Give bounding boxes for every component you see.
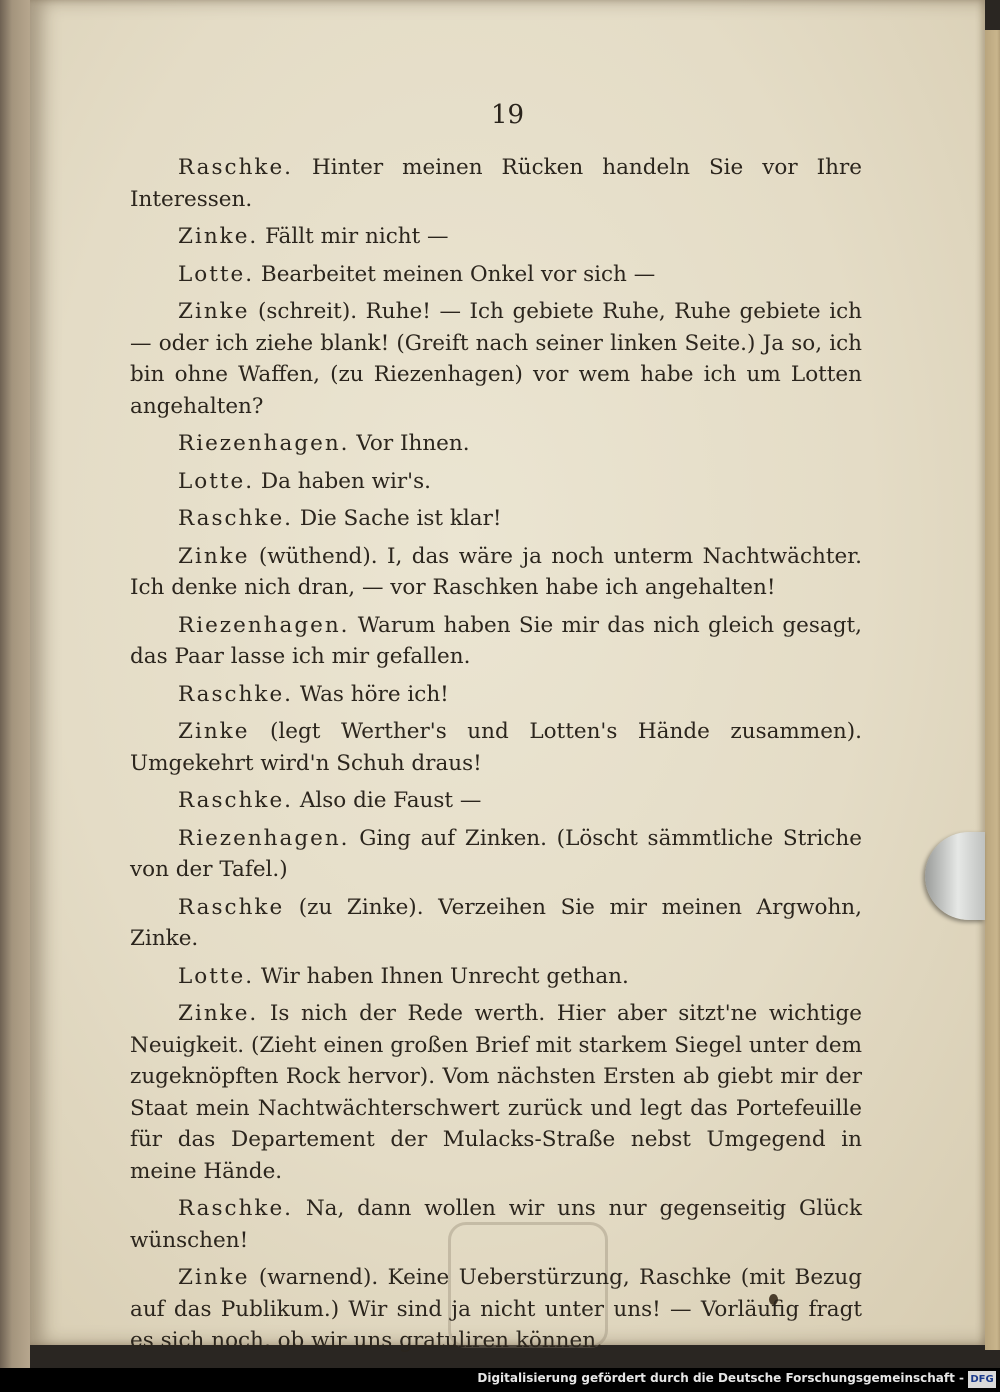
speaker: Zinke. [178, 224, 259, 249]
paragraph [130, 221, 862, 253]
paragraph [130, 541, 862, 604]
paragraph [130, 892, 862, 955]
speaker: Raschke. [178, 681, 294, 707]
speech: Die Sache ist klar! [299, 506, 502, 531]
paragraph [130, 716, 862, 779]
speech: Is nich der Rede werth. Hier aber sitzt'ne wichtige Neuigkeit. (Zieht einen großen Brief mit starkem Siegel unter dem zugeknöpften Rock hervor). Vom nächsten Ersten ab giebt mir der Staat mein Nachtwächterschwert zurück und legt das Portefeuille für das Departement der Mulacks-Straße nebst Umgegend in meine Hände. [130, 1001, 862, 1184]
paragraph [130, 1262, 862, 1357]
speech: Fällt mir nicht — [265, 224, 449, 249]
dfg-logo: DFG [968, 1371, 996, 1388]
speaker: Raschke. [178, 788, 294, 813]
speaker: Lotte. [178, 261, 255, 287]
paragraph [130, 259, 862, 291]
speech: Hinter meinen Rücken handeln Sie vor Ihre Interessen. [130, 155, 862, 212]
paragraph [130, 679, 862, 711]
paragraph [130, 428, 862, 460]
speech: (warnend). Keine Ueberstürzung, Raschke (mit Bezug auf das Publikum.) Wir sind ja nicht unter uns! — Vorläufig fragt es sich noch, ob wir uns gratuliren können. [130, 1265, 862, 1353]
paragraph [130, 785, 862, 817]
paragraph [130, 466, 862, 498]
book-page [30, 0, 985, 1353]
speaker: Raschke. [178, 506, 294, 531]
page-text [130, 152, 862, 1363]
facing-page-edge [0, 0, 30, 1368]
paragraph [130, 961, 862, 993]
speaker: Zinke [178, 299, 250, 324]
speech: (zu Zinke). Verzeihen Sie mir meinen Argwohn, Zinke. [130, 894, 862, 951]
speech: Also die Faust — [299, 788, 482, 813]
speaker: Raschke. [178, 1196, 294, 1221]
paragraph [130, 823, 862, 886]
speech: (schreit). Ruhe! — Ich gebiete Ruhe, Ruhe gebiete ich — oder ich ziehe blank! (Greift nach seiner linken Seite.) Ja so, ich bin ohne Waffen, (zu Riezenhagen) vor wem habe ich um Lotten angehalten? [130, 299, 862, 419]
speaker: Riezenhagen. [178, 431, 350, 456]
paragraph [130, 296, 862, 422]
speaker: Raschke [178, 894, 285, 920]
speaker: Zinke [178, 1265, 250, 1290]
speaker: Zinke. [178, 1001, 259, 1026]
speaker: Raschke. [178, 155, 294, 180]
speech: Na, dann wollen wir uns nur gegenseitig Glück wünschen! [130, 1196, 862, 1253]
speaker: Zinke [178, 719, 250, 744]
footer-credit: Digitalisierung gefördert durch die Deutsche Forschungsgemeinschaft - [477, 1371, 964, 1385]
speech: Wir haben Ihnen Unrecht gethan. [260, 963, 629, 989]
speaker: Riezenhagen. [178, 612, 350, 638]
paragraph [130, 1193, 862, 1256]
page-edge [985, 30, 1000, 1350]
page-number: 19 [490, 100, 525, 130]
speaker: Zinke [178, 543, 250, 569]
speech: Da haben wir's. [260, 468, 431, 494]
paragraph [130, 152, 862, 215]
paragraph [130, 610, 862, 673]
paragraph [130, 998, 862, 1187]
speech: Bearbeitet meinen Onkel vor sich — [260, 261, 656, 287]
speech: Warum haben Sie mir das nich gleich gesagt, das Paar lasse ich mir gefallen. [130, 612, 862, 669]
speech: (legt Werther's und Lotten's Hände zusammen). Umgekehrt wird'n Schuh draus! [130, 719, 862, 776]
speech: Was höre ich! [299, 681, 449, 707]
speaker: Lotte. [178, 963, 255, 989]
speech: (wüthend). I, das wäre ja noch unterm Nachtwächter. Ich denke nich dran, — vor Raschken habe ich angehalten! [130, 543, 862, 600]
speech: Ging auf Zinken. (Löscht sämmtliche Striche von der Tafel.) [130, 825, 862, 882]
speech: Vor Ihnen. [356, 431, 470, 456]
speaker: Riezenhagen. [178, 825, 350, 851]
footer-bar [0, 1368, 1000, 1392]
paragraph [130, 503, 862, 535]
speaker: Lotte. [178, 468, 255, 494]
